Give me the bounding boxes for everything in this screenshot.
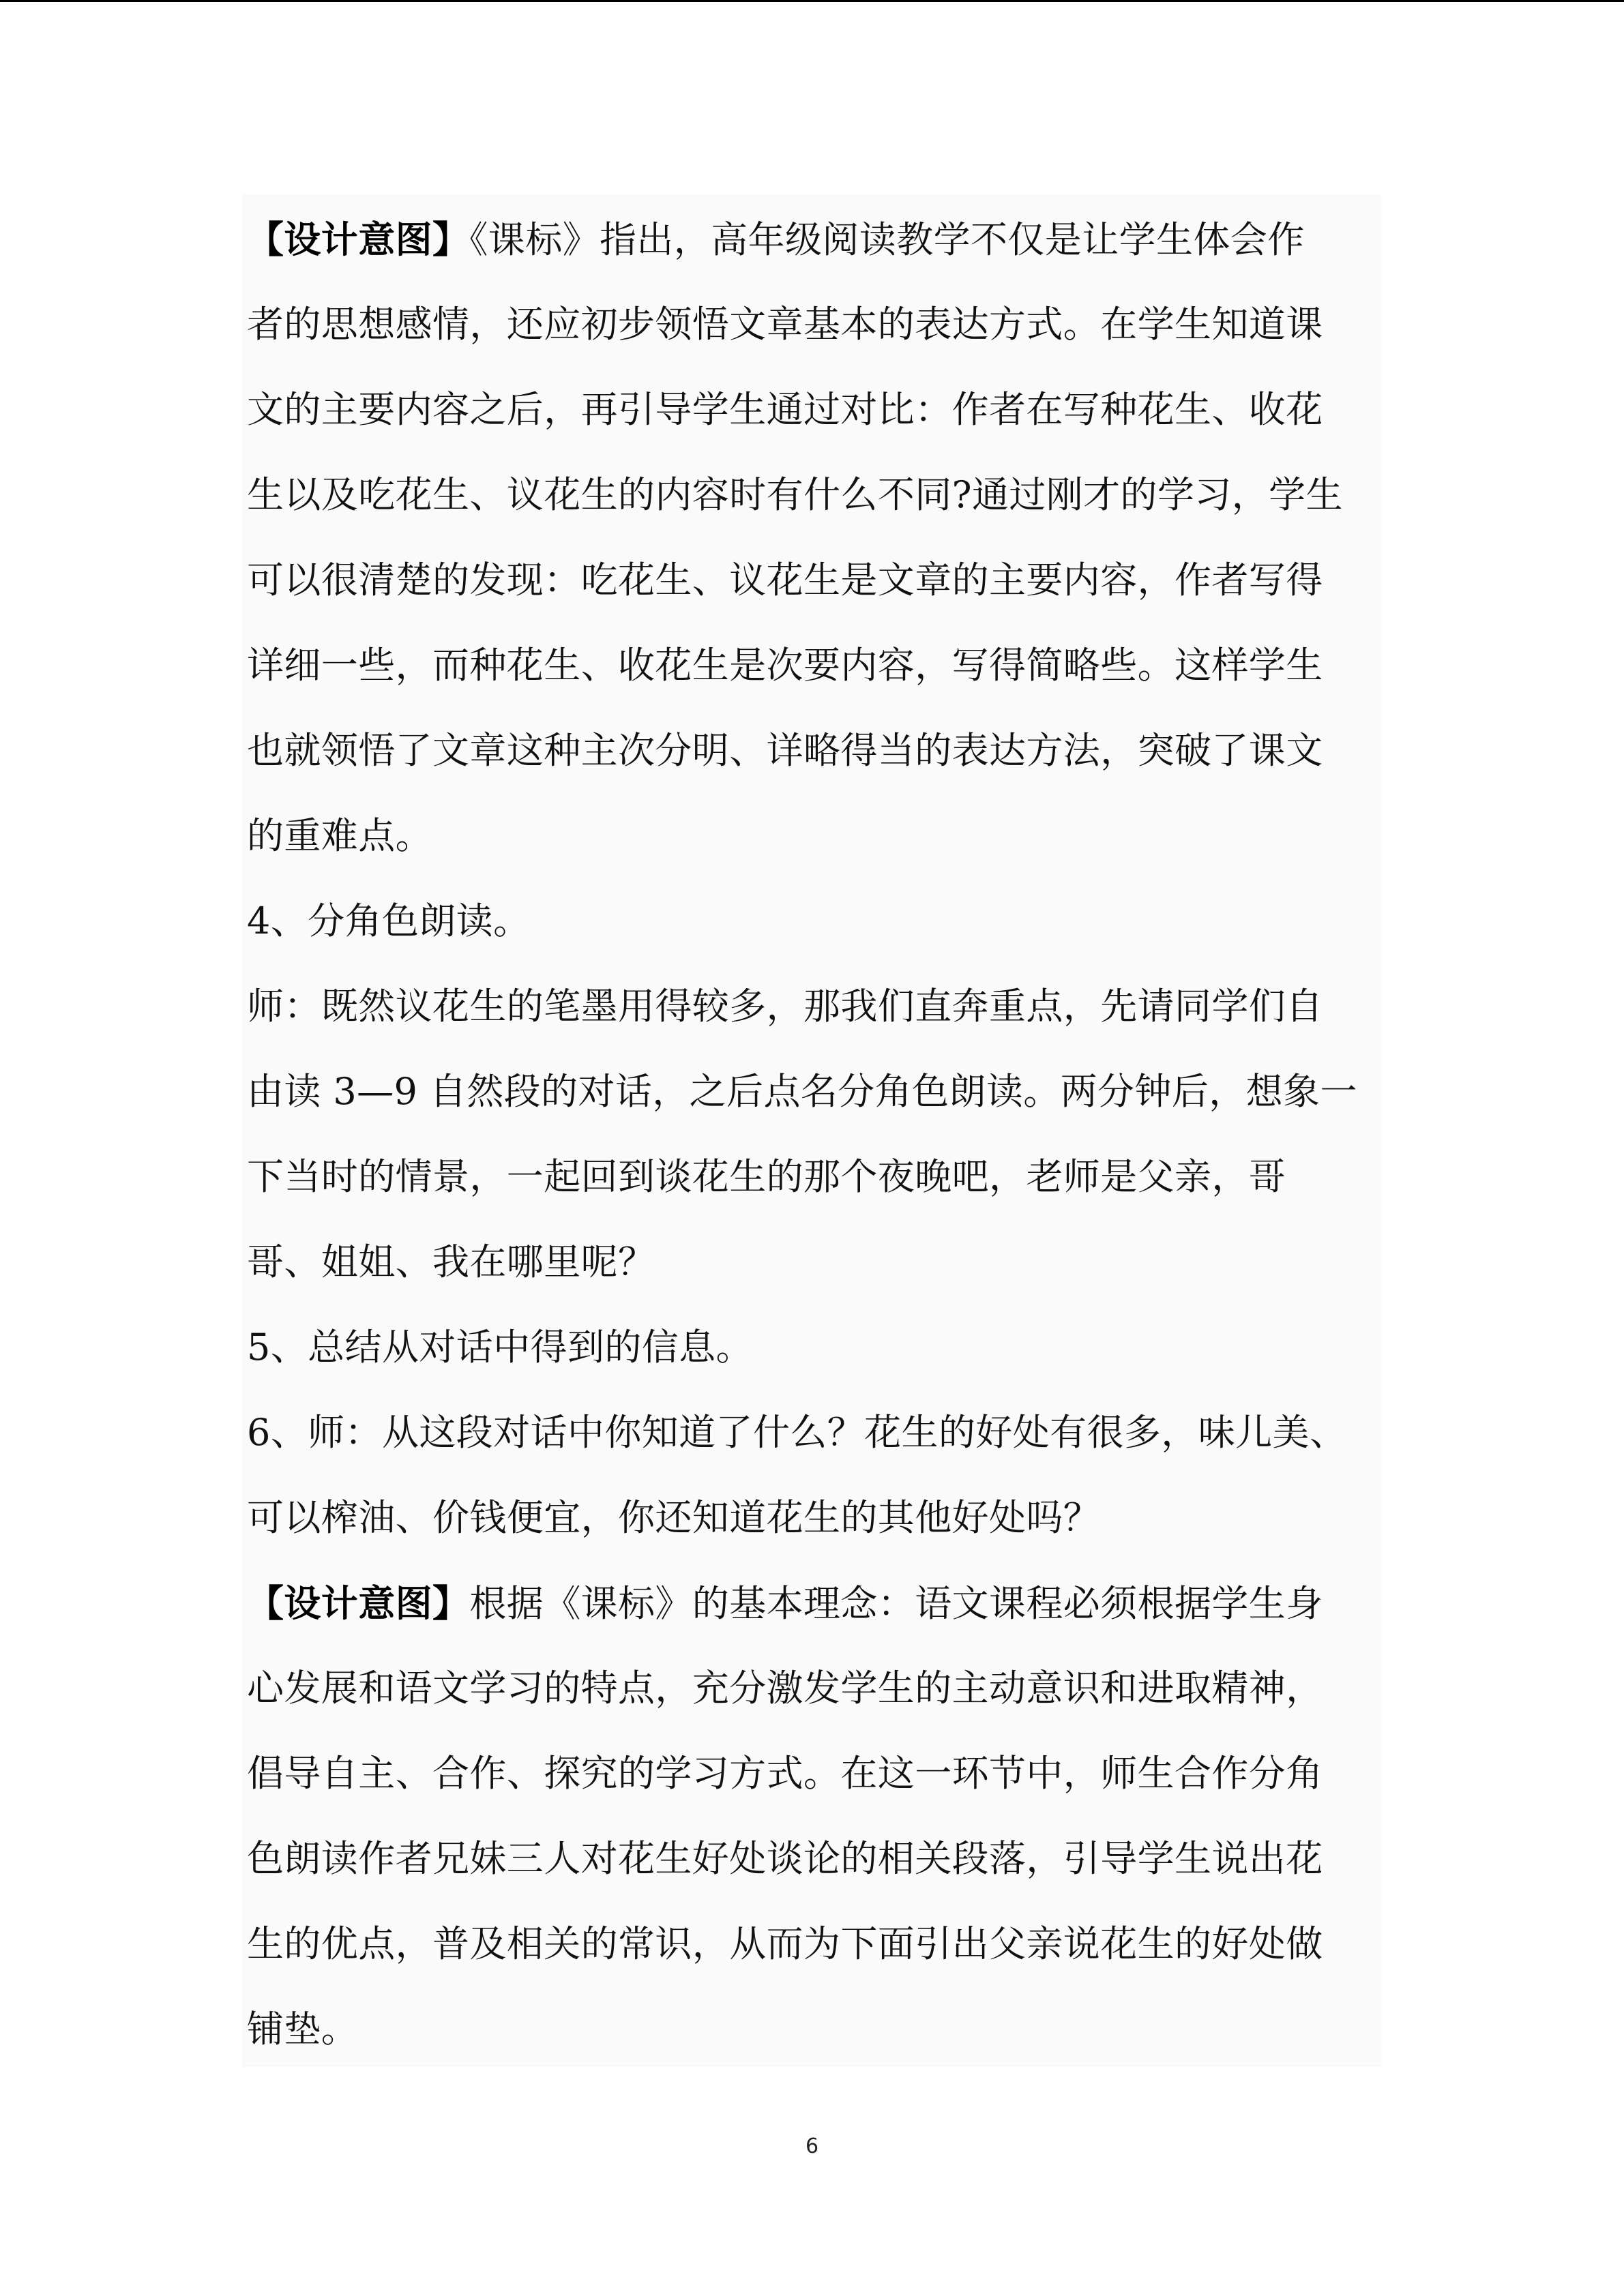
design-intent-2-line-1 bbox=[247, 1581, 1323, 1626]
teacher-line-4: 哥、姐姐、我在哪里呢？ bbox=[247, 1240, 655, 1283]
page-top-border bbox=[0, 0, 1624, 2]
design-intent-text: 根据《课标》的基本理念：语文课程必须根据学生身 bbox=[469, 1582, 1323, 1625]
design-intent-1-line-6: 详细一些，而种花生、收花生是次要内容，写得简略些。这样学生 bbox=[247, 644, 1323, 687]
item-6-line-1: 6、师：从这段对话中你知道了什么？花生的好处有很多，味儿美、 bbox=[247, 1411, 1347, 1454]
design-intent-1-line-3: 文的主要内容之后，再引导学生通过对比：作者在写种花生、收花 bbox=[247, 388, 1323, 431]
design-intent-1-line-2: 者的思想感情，还应初步领悟文章基本的表达方式。在学生知道课 bbox=[247, 303, 1323, 346]
design-intent-tag: 【设计意图】 bbox=[247, 1581, 470, 1625]
design-intent-1-line-5: 可以很清楚的发现：吃花生、议花生是文章的主要内容，作者写得 bbox=[247, 558, 1323, 601]
design-intent-2-line-6: 铺垫。 bbox=[247, 2008, 359, 2051]
design-intent-1-line-4: 生以及吃花生、议花生的内容时有什么不同?通过刚才的学习，学生 bbox=[247, 473, 1343, 516]
design-intent-2-line-3: 倡导自主、合作、探究的学习方式。在这一环节中，师生合作分角 bbox=[247, 1752, 1323, 1795]
item-4-role-reading: 4、分角色朗读。 bbox=[247, 899, 531, 942]
teacher-line-2: 由读 3—9 自然段的对话，之后点名分角色朗读。两分钟后，想象一 bbox=[247, 1070, 1357, 1113]
design-intent-text: 《课标》指出，高年级阅读教学不仅是让学生体会作 bbox=[469, 218, 1305, 261]
page-number: 6 bbox=[805, 2134, 819, 2158]
design-intent-tag: 【设计意图】 bbox=[247, 218, 470, 261]
design-intent-1-line-8: 的重难点。 bbox=[247, 814, 432, 857]
design-intent-2-line-5: 生的优点，普及相关的常识，从而为下面引出父亲说花生的好处做 bbox=[247, 1922, 1323, 1965]
item-6-line-2: 可以榨油、价钱便宜，你还知道花生的其他好处吗？ bbox=[247, 1496, 1101, 1539]
teacher-line-1: 师：既然议花生的笔墨用得较多，那我们直奔重点，先请同学们自 bbox=[247, 985, 1323, 1028]
teacher-line-3: 下当时的情景，一起回到谈花生的那个夜晚吧，老师是父亲，哥 bbox=[247, 1155, 1286, 1198]
design-intent-1-line-7: 也就领悟了文章这种主次分明、详略得当的表达方法，突破了课文 bbox=[247, 729, 1323, 772]
item-5-summary: 5、总结从对话中得到的信息。 bbox=[247, 1326, 753, 1369]
design-intent-2-line-4: 色朗读作者兄妹三人对花生好处谈论的相关段落，引导学生说出花 bbox=[247, 1837, 1323, 1880]
design-intent-1-line-1 bbox=[247, 217, 1305, 262]
design-intent-2-line-2: 心发展和语文学习的特点，充分激发学生的主动意识和进取精神， bbox=[247, 1667, 1323, 1710]
